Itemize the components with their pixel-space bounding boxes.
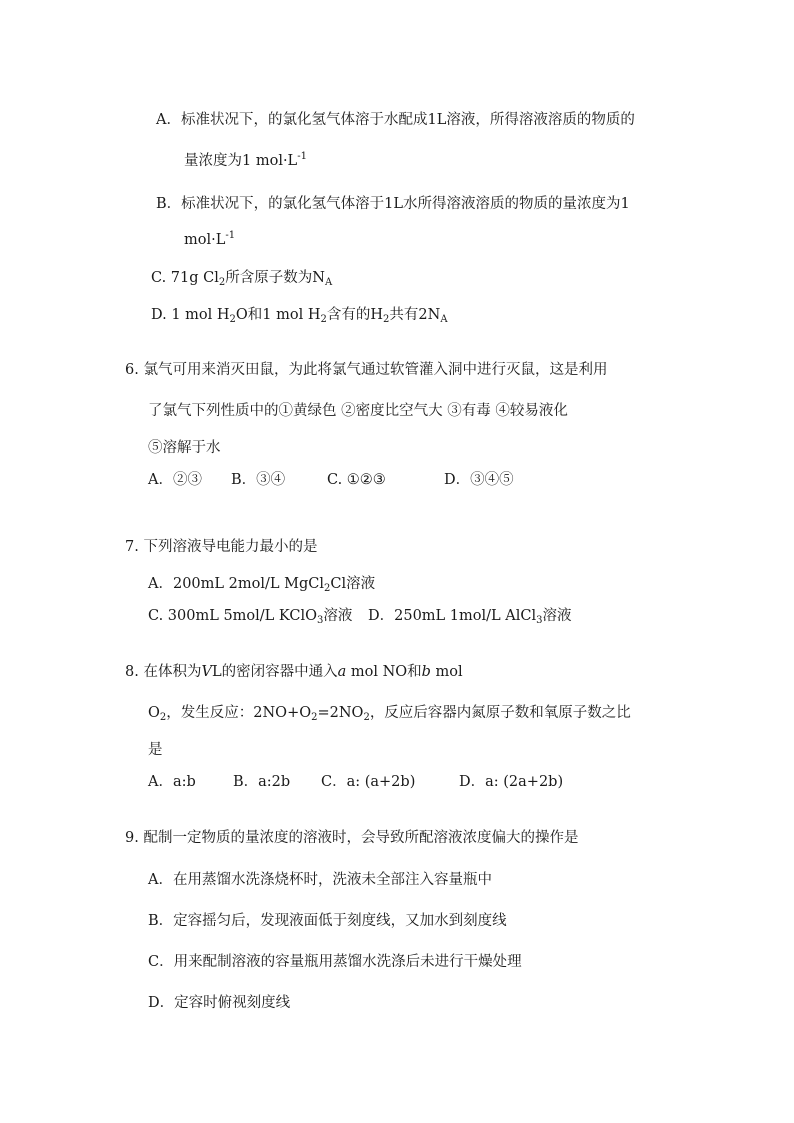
q5-option-d: D. 1 mol $H_2O$和1 mol $H_2$含有的$H_2$共有$2N_A$ <box>151 307 448 325</box>
q8-options <box>148 772 563 792</box>
q5-option-c: C. 71g $Cl_2$所含原子数为$N_A$ <box>151 270 333 288</box>
q8-option-c: C．a: (a+2b) <box>321 774 416 790</box>
q8-option-d: D．a: (2a+2b) <box>459 774 564 790</box>
q6-stem-line2: 了氯气下列性质中的①黄绿色 ②密度比空气大 ③有毒 ④较易液化 <box>148 403 568 419</box>
q7-option-a: A．200mL 2mol/L MgCl$_2$Cl溶液 <box>148 576 376 594</box>
q5-option-a-line2: 量浓度为1 $mol\cdot L^{-1}$ <box>184 151 307 169</box>
q5-option-b-line1: B．标准状况下，的氯化氢气体溶于1L水所得溶液溶质的物质的量浓度为1 <box>156 196 630 212</box>
q6-option-a: A．②③ <box>148 472 202 488</box>
q6-stem-line3: ⑤溶解于水 <box>148 440 221 456</box>
q7-stem: 7. 下列溶液导电能力最小的是 <box>125 539 318 555</box>
q5-option-b-line2: $mol\cdot L^{-1}$ <box>184 230 236 248</box>
q8-stem-line2: $O_2$，发生反应：$2NO+O_2=2NO_2$，反应后容器内氮原子数和氧原子数之比 <box>148 705 631 723</box>
q7-option-c: C. 300mL 5mol/L KClO$_3$溶液 <box>148 608 353 626</box>
q8-option-a: A．a:b <box>148 774 196 790</box>
q9-stem: 9. 配制一定物质的量浓度的溶液时，会导致所配溶液浓度偏大的操作是 <box>125 830 579 846</box>
q7-option-d: D．250mL 1mol/L AlCl$_3$溶液 <box>368 608 572 626</box>
q8-option-b: B．a:2b <box>233 774 291 790</box>
q9-option-d: D．定容时俯视刻度线 <box>148 995 291 1011</box>
q6-option-d: D．③④⑤ <box>444 472 514 488</box>
q9-option-c: C．用来配制溶液的容量瓶用蒸馏水洗涤后未进行干燥处理 <box>148 954 522 970</box>
q9-option-b: B．定容摇匀后，发现液面低于刻度线，又加水到刻度线 <box>148 913 507 929</box>
q8-stem-line1: 8. 在体积为VL的密闭容器中通入a mol NO和b mol <box>125 664 463 680</box>
q6-option-b: B．③④ <box>231 472 286 488</box>
q7-options-c-d <box>148 606 571 626</box>
q6-stem-line1: 6. 氯气可用来消灭田鼠，为此将氯气通过软管灌入洞中进行灭鼠，这是利用 <box>125 362 608 378</box>
q6-options <box>148 470 514 490</box>
q5-option-a-line1: A．标准状况下，的氯化氢气体溶于水配成1L溶液，所得溶液溶质的物质的 <box>156 112 635 128</box>
q9-option-a: A．在用蒸馏水洗涤烧杯时，洗液未全部注入容量瓶中 <box>148 872 492 888</box>
q8-stem-line3: 是 <box>148 742 163 758</box>
q6-option-c: C. ①②③ <box>327 472 386 488</box>
